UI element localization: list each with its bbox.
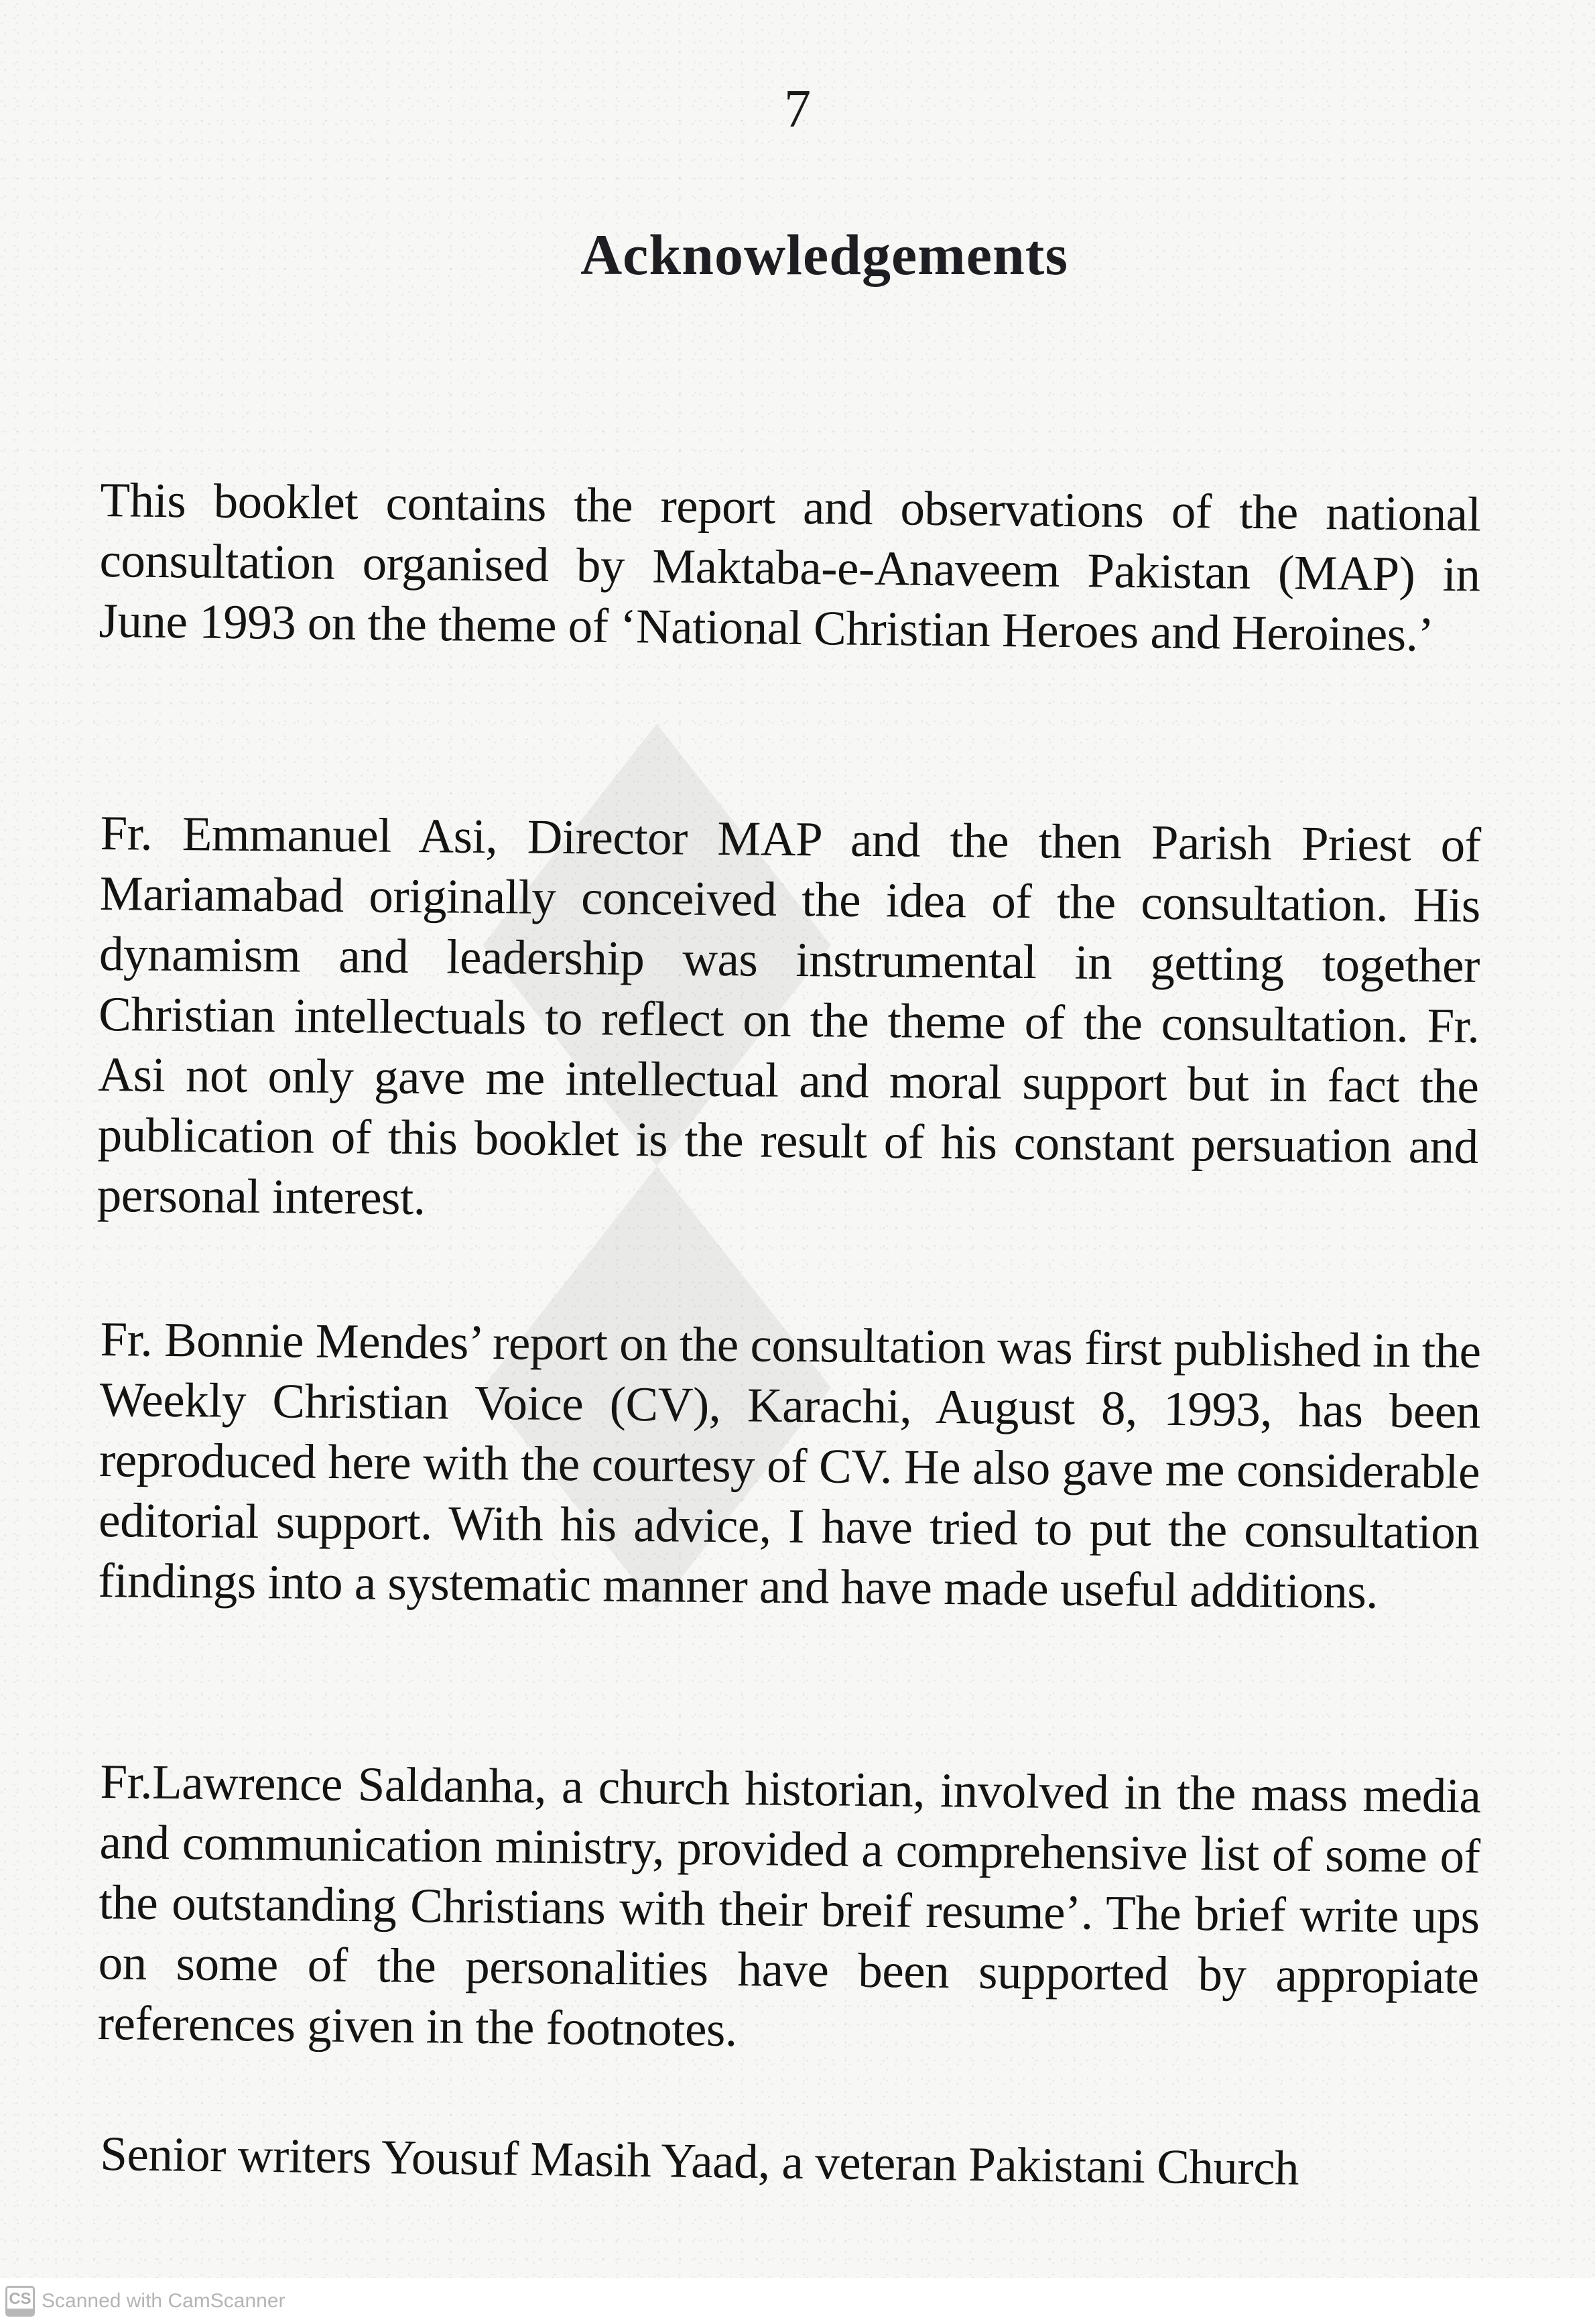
camscanner-text: Scanned with CamScanner: [42, 2290, 285, 2312]
paragraph-emmanuel-asi: Fr. Emmanuel Asi, Director MAP and the then Parish Priest of Mariamabad originally conceived the idea of the consultation. His dynamism and leadership was instrumental in getting together Christian intellectuals to reflect on the theme of the consultation. Fr. Asi not only gave me intellectual and moral support but in fact the publication of this booklet is the result of his constant persuation and personal interest.: [97, 805, 1481, 1225]
page-title: Acknowledgements: [580, 223, 1068, 287]
paragraph-booklet-intro: This booklet contains the report and observations of the national consultation organised by Maktaba-e-Anaveem Pakistan (MAP) in June 1993 on the theme of ‘National Christian Heroes and Heroines.’: [99, 472, 1481, 662]
paragraph-senior-writers: Senior writers Yousuf Masih Yaad, a veteran Pakistani Church: [99, 2126, 1299, 2195]
scanner-footer: [0, 2278, 1595, 2324]
paragraph-bonnie-mendes: Fr. Bonnie Mendes’ report on the consultation was first published in the Weekly Christian Voice (CV), Karachi, August 8, 1993, has been reproduced here with the courtesy of CV. He also gave me considerable editorial support. With his advice, I have tried to put the consultation findings into a systematic manner and have made useful additions.: [98, 1311, 1481, 1619]
camscanner-badge: [5, 2286, 285, 2317]
camscanner-logo-icon: CS: [5, 2286, 35, 2317]
page-number: 7: [784, 80, 811, 139]
paragraph-lawrence-saldanha: Fr.Lawrence Saldanha, a church historian, involved in the mass media and communication ministry, provided a comprehensive list of some of the outstanding Christians with their breif resume’. The brief write ups on some of the personalities have been supported by appropiate references given in the footnotes.: [97, 1754, 1481, 2057]
